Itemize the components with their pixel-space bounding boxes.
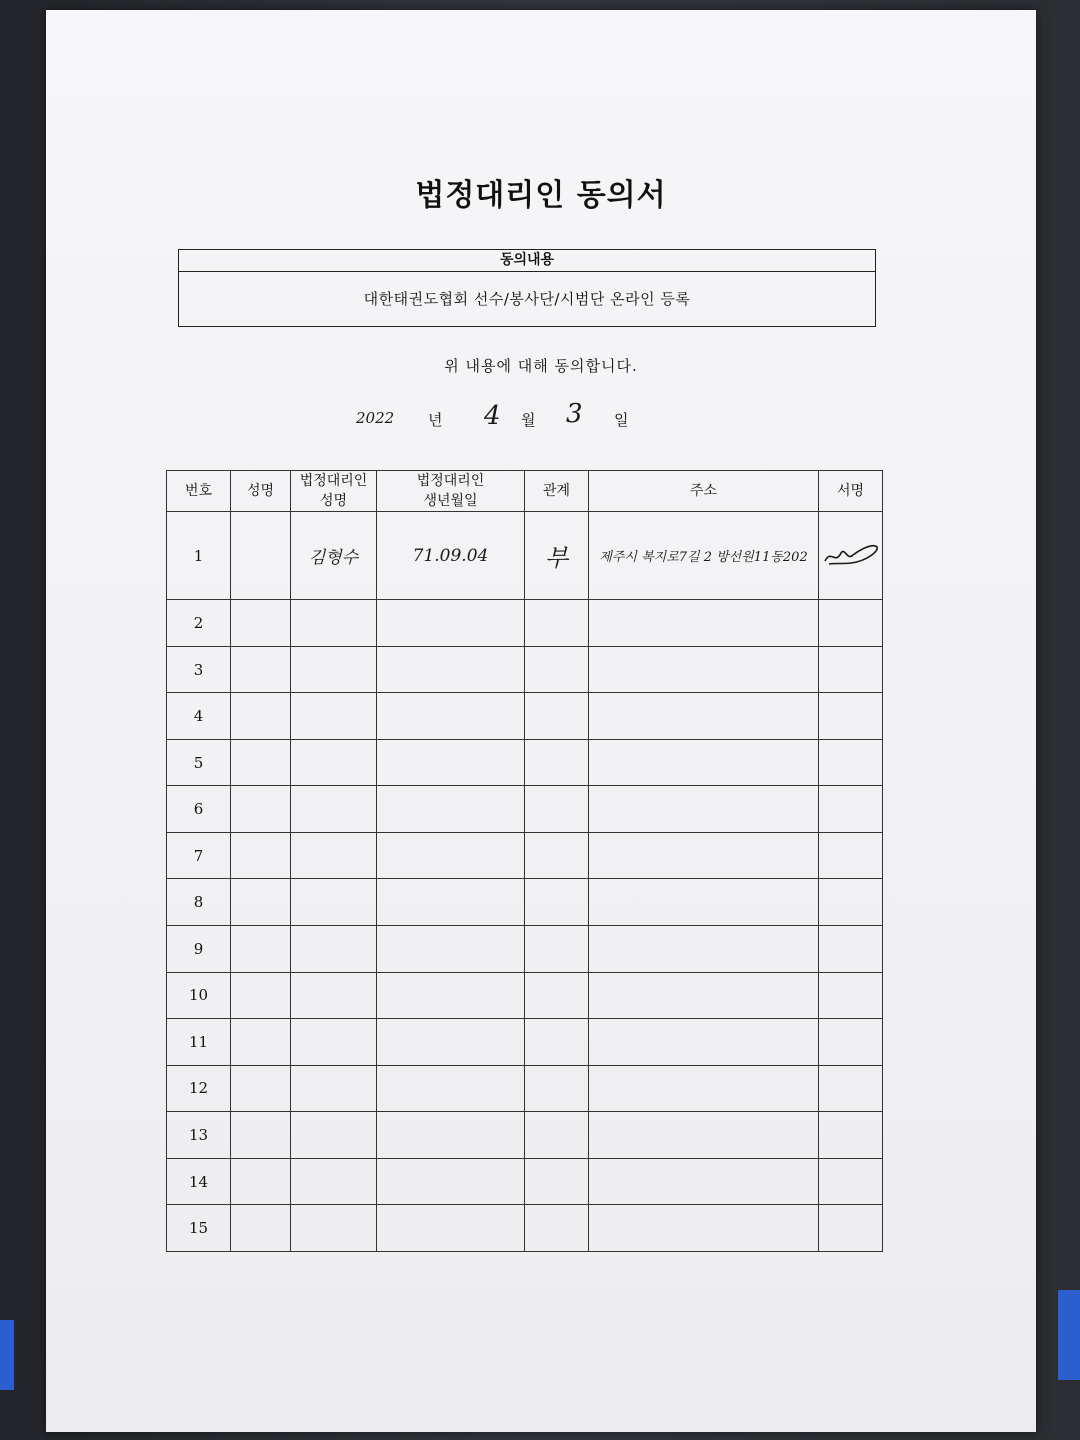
row-address: 제주시 복지로7길 2 방선원11동202	[589, 512, 819, 600]
table-row	[167, 1158, 883, 1205]
header-guardian-name-line2: 성명	[319, 493, 348, 509]
background-accent-right	[1058, 1290, 1080, 1380]
table-row	[167, 926, 883, 973]
header-name: 성명	[231, 471, 291, 512]
table-row	[167, 1019, 883, 1066]
date-year-value: 2022	[356, 409, 395, 427]
agreement-statement: 위 내용에 대해 동의합니다.	[444, 357, 638, 375]
row-relation: 부	[525, 512, 589, 600]
table-row	[167, 879, 883, 926]
row-number: 13	[167, 1112, 231, 1159]
row-number: 12	[167, 1065, 231, 1112]
consent-content-header: 동의내용	[179, 250, 875, 272]
row-number: 2	[167, 600, 231, 647]
date-month-label: 월	[521, 411, 536, 429]
table-row	[167, 512, 883, 600]
table-row	[167, 1112, 883, 1159]
consent-form-paper	[46, 10, 1036, 1432]
consent-content-box	[178, 249, 876, 327]
table-row	[167, 1065, 883, 1112]
table-row	[167, 786, 883, 833]
row-guardian-name: 김형수	[291, 512, 377, 600]
table-row	[167, 646, 883, 693]
header-address: 주소	[589, 471, 819, 512]
row-number: 11	[167, 1019, 231, 1066]
guardian-table	[166, 470, 883, 1252]
consent-content-body: 대한태권도협회 선수/봉사단/시범단 온라인 등록	[363, 290, 691, 308]
background-accent-left	[0, 1320, 14, 1390]
handwritten-signature	[821, 539, 881, 569]
table-row	[167, 1205, 883, 1252]
date-line	[346, 399, 746, 445]
header-guardian-name	[291, 471, 377, 512]
document-title: 법정대리인 동의서	[415, 178, 667, 213]
row-number: 9	[167, 926, 231, 973]
row-number: 15	[167, 1205, 231, 1252]
row-number: 14	[167, 1158, 231, 1205]
table-row	[167, 972, 883, 1019]
row-number: 6	[167, 786, 231, 833]
header-guardian-birth-line1: 법정대리인	[416, 473, 485, 489]
table-header-row	[167, 471, 883, 512]
row-number: 4	[167, 693, 231, 740]
table-row	[167, 600, 883, 647]
table-row	[167, 739, 883, 786]
date-year-label: 년	[428, 411, 443, 429]
header-relation: 관계	[525, 471, 589, 512]
row-number: 7	[167, 832, 231, 879]
date-month-value: 4	[484, 401, 501, 431]
row-number: 3	[167, 646, 231, 693]
header-guardian-name-line1: 법정대리인	[299, 473, 368, 489]
table-row	[167, 693, 883, 740]
header-guardian-birth-line2: 생년월일	[423, 493, 478, 509]
row-signature	[819, 512, 883, 600]
row-guardian-birth: 71.09.04	[377, 512, 525, 600]
header-guardian-birth	[377, 471, 525, 512]
row-name	[231, 512, 291, 600]
row-number: 8	[167, 879, 231, 926]
header-signature: 서명	[819, 471, 883, 512]
row-number: 5	[167, 739, 231, 786]
date-day-label: 일	[614, 411, 629, 429]
header-number: 번호	[167, 471, 231, 512]
row-number: 1	[167, 512, 231, 600]
table-row	[167, 832, 883, 879]
date-day-value: 3	[566, 399, 583, 429]
row-number: 10	[167, 972, 231, 1019]
